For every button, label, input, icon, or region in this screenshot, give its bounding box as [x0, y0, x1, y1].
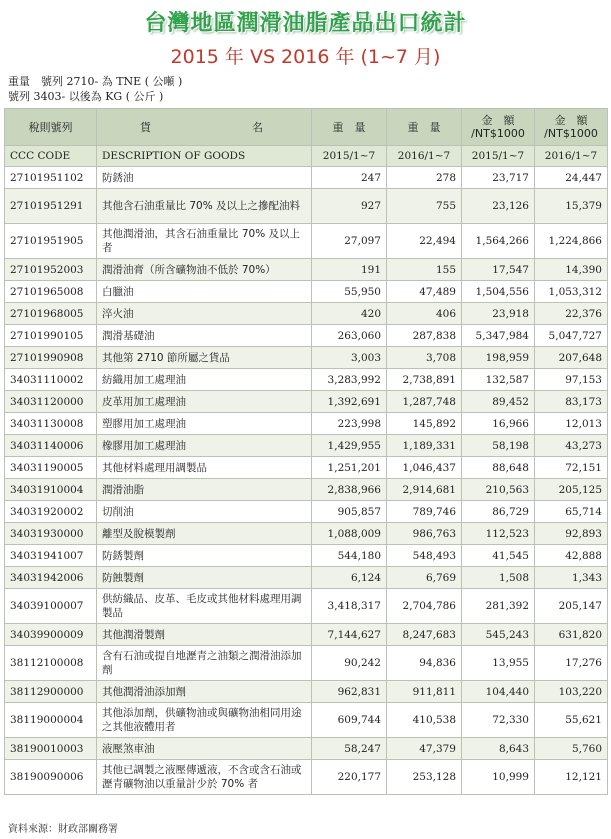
value-2016-cell: 12,013 [535, 413, 608, 435]
value-2015-cell: 112,523 [462, 523, 535, 545]
weight-2015-cell: 58,247 [312, 738, 387, 760]
table-row [5, 624, 608, 646]
weight-2015-cell: 1,251,201 [312, 457, 387, 479]
weight-2015-cell: 1,392,691 [312, 391, 387, 413]
weight-2015-cell: 223,998 [312, 413, 387, 435]
header-weight-2016: 重 量 [387, 109, 462, 146]
subheader-period: 2015/1~7 [462, 146, 535, 167]
weight-2015-cell: 905,857 [312, 501, 387, 523]
weight-2015-cell: 2,838,966 [312, 479, 387, 501]
value-2016-cell: 43,273 [535, 435, 608, 457]
value-2015-cell: 23,717 [462, 167, 535, 189]
weight-2016-cell: 22,494 [387, 224, 462, 259]
weight-2015-cell: 7,144,627 [312, 624, 387, 646]
table-row [5, 738, 608, 760]
description-cell: 淬火油 [97, 303, 312, 325]
ccc-code-cell: 27101990908 [5, 347, 97, 369]
table-row [5, 369, 608, 391]
table-header [5, 109, 608, 167]
weight-2016-cell: 47,489 [387, 281, 462, 303]
weight-2016-cell: 155 [387, 259, 462, 281]
weight-2016-cell: 789,746 [387, 501, 462, 523]
table-row [5, 457, 608, 479]
header-ccc-code: 稅則號列 [5, 109, 97, 146]
ccc-code-cell: 34031110002 [5, 369, 97, 391]
weight-2015-cell: 544,180 [312, 545, 387, 567]
ccc-code-cell: 27101951102 [5, 167, 97, 189]
description-cell: 切削油 [97, 501, 312, 523]
value-2015-cell: 1,564,266 [462, 224, 535, 259]
description-cell: 其他材料處理用調製品 [97, 457, 312, 479]
description-cell: 紡織用加工處理油 [97, 369, 312, 391]
weight-2015-cell: 3,003 [312, 347, 387, 369]
weight-2016-cell: 6,769 [387, 567, 462, 589]
table-row [5, 523, 608, 545]
value-2016-cell: 631,820 [535, 624, 608, 646]
subheader-period: 2015/1~7 [312, 146, 387, 167]
value-2015-cell: 281,392 [462, 589, 535, 624]
value-2015-cell: 132,587 [462, 369, 535, 391]
weight-2016-cell: 1,046,437 [387, 457, 462, 479]
value-2016-cell: 1,053,312 [535, 281, 608, 303]
ccc-code-cell: 34031140006 [5, 435, 97, 457]
value-2015-cell: 10,999 [462, 760, 535, 795]
value-2015-cell: 198,959 [462, 347, 535, 369]
ccc-code-cell: 27101952003 [5, 259, 97, 281]
value-2015-cell: 16,966 [462, 413, 535, 435]
value-2015-cell: 23,126 [462, 189, 535, 224]
description-cell: 塑膠用加工處理油 [97, 413, 312, 435]
weight-2016-cell: 2,914,681 [387, 479, 462, 501]
value-2016-cell: 17,276 [535, 646, 608, 681]
value-2016-cell: 15,379 [535, 189, 608, 224]
weight-2016-cell: 406 [387, 303, 462, 325]
value-2016-cell: 1,224,866 [535, 224, 608, 259]
weight-2015-cell: 55,950 [312, 281, 387, 303]
ccc-code-cell: 34031910004 [5, 479, 97, 501]
value-2015-cell: 13,955 [462, 646, 535, 681]
description-cell: 其他添加劑，供礦物油或與礦物油相同用途之其他液體用者 [97, 703, 312, 738]
description-cell: 潤滑油脂 [97, 479, 312, 501]
weight-2015-cell: 3,418,317 [312, 589, 387, 624]
weight-2016-cell: 755 [387, 189, 462, 224]
table-row [5, 259, 608, 281]
ccc-code-cell: 27101968005 [5, 303, 97, 325]
value-2016-cell: 5,760 [535, 738, 608, 760]
description-cell: 皮革用加工處理油 [97, 391, 312, 413]
table-row [5, 281, 608, 303]
value-2015-cell: 89,452 [462, 391, 535, 413]
ccc-code-cell: 34039100007 [5, 589, 97, 624]
weight-2015-cell: 27,097 [312, 224, 387, 259]
subheader-period: 2016/1~7 [387, 146, 462, 167]
page-title: 台灣地區潤滑油脂產品出口統計 [144, 10, 467, 36]
value-2016-cell: 14,390 [535, 259, 608, 281]
weight-2016-cell: 410,538 [387, 703, 462, 738]
description-cell: 橡膠用加工處理油 [97, 435, 312, 457]
value-2015-cell: 104,440 [462, 681, 535, 703]
description-cell: 其他第 2710 節所屬之貨品 [97, 347, 312, 369]
ccc-code-cell: 34031942006 [5, 567, 97, 589]
value-2015-cell: 17,547 [462, 259, 535, 281]
table-row [5, 567, 608, 589]
weight-2016-cell: 145,892 [387, 413, 462, 435]
weight-2015-cell: 6,124 [312, 567, 387, 589]
weight-2015-cell: 609,744 [312, 703, 387, 738]
header-goods: 貨 名 [97, 109, 312, 146]
value-2015-cell: 545,243 [462, 624, 535, 646]
subheader-ccc-code: CCC CODE [5, 146, 97, 167]
value-2016-cell: 205,147 [535, 589, 608, 624]
ccc-code-cell: 34039900009 [5, 624, 97, 646]
description-cell: 防蝕製劑 [97, 567, 312, 589]
ccc-code-cell: 34031130008 [5, 413, 97, 435]
value-2015-cell: 5,347,984 [462, 325, 535, 347]
ccc-code-cell: 38112900000 [5, 681, 97, 703]
subheader-period: 2016/1~7 [535, 146, 608, 167]
value-2015-cell: 72,330 [462, 703, 535, 738]
table-row [5, 646, 608, 681]
weight-2016-cell: 287,838 [387, 325, 462, 347]
weight-2016-cell: 2,738,891 [387, 369, 462, 391]
value-2015-cell: 41,545 [462, 545, 535, 567]
table-row [5, 479, 608, 501]
value-2016-cell: 24,447 [535, 167, 608, 189]
table-row [5, 501, 608, 523]
value-2016-cell: 205,125 [535, 479, 608, 501]
ccc-code-cell: 34031930000 [5, 523, 97, 545]
value-2016-cell: 92,893 [535, 523, 608, 545]
weight-2016-cell: 2,704,786 [387, 589, 462, 624]
table-row [5, 347, 608, 369]
ccc-code-cell: 27101990105 [5, 325, 97, 347]
table-row [5, 760, 608, 795]
weight-2016-cell: 548,493 [387, 545, 462, 567]
description-cell: 含有石油或提自地瀝青之油類之潤滑油添加劑 [97, 646, 312, 681]
table-row [5, 681, 608, 703]
value-2016-cell: 42,888 [535, 545, 608, 567]
weight-2015-cell: 927 [312, 189, 387, 224]
weight-2016-cell: 1,189,331 [387, 435, 462, 457]
header-value-2015: 金 額 /NT$1000 [462, 109, 535, 146]
weight-2016-cell: 253,128 [387, 760, 462, 795]
description-cell: 離型及脫模製劑 [97, 523, 312, 545]
weight-2015-cell: 90,242 [312, 646, 387, 681]
table-row [5, 413, 608, 435]
unit-notes [8, 74, 182, 104]
weight-2015-cell: 3,283,992 [312, 369, 387, 391]
description-cell: 其他含石油重量比 70% 及以上之摻配油料 [97, 189, 312, 224]
table-body [5, 167, 608, 795]
subheader-row [5, 146, 608, 167]
ccc-code-cell: 27101965008 [5, 281, 97, 303]
description-cell: 其他潤滑製劑 [97, 624, 312, 646]
ccc-code-cell: 38119000004 [5, 703, 97, 738]
value-2016-cell: 72,151 [535, 457, 608, 479]
table-row [5, 545, 608, 567]
weight-2015-cell: 1,429,955 [312, 435, 387, 457]
weight-2015-cell: 420 [312, 303, 387, 325]
table-row [5, 167, 608, 189]
table-row [5, 435, 608, 457]
weight-2015-cell: 247 [312, 167, 387, 189]
value-2016-cell: 12,121 [535, 760, 608, 795]
table-row [5, 325, 608, 347]
weight-2016-cell: 911,811 [387, 681, 462, 703]
description-cell: 防銹製劑 [97, 545, 312, 567]
weight-2015-cell: 962,831 [312, 681, 387, 703]
weight-2016-cell: 278 [387, 167, 462, 189]
table-row [5, 303, 608, 325]
export-statistics-table [4, 108, 608, 795]
weight-2015-cell: 263,060 [312, 325, 387, 347]
weight-2016-cell: 47,379 [387, 738, 462, 760]
value-2016-cell: 1,343 [535, 567, 608, 589]
value-2015-cell: 58,198 [462, 435, 535, 457]
weight-2015-cell: 220,177 [312, 760, 387, 795]
weight-2016-cell: 8,247,683 [387, 624, 462, 646]
description-cell: 供紡織品、皮革、毛皮或其他材料處理用調製品 [97, 589, 312, 624]
value-2016-cell: 5,047,727 [535, 325, 608, 347]
header-row [5, 109, 608, 146]
weight-2015-cell: 191 [312, 259, 387, 281]
header-weight-2015: 重 量 [312, 109, 387, 146]
description-cell: 防銹油 [97, 167, 312, 189]
ccc-code-cell: 27101951291 [5, 189, 97, 224]
weight-2016-cell: 3,708 [387, 347, 462, 369]
ccc-code-cell: 34031920002 [5, 501, 97, 523]
table-row [5, 589, 608, 624]
value-2015-cell: 23,918 [462, 303, 535, 325]
weight-2016-cell: 94,836 [387, 646, 462, 681]
unit-note: 重量 號列 2710- 為 TNE ( 公噸 ) [8, 75, 183, 88]
table-row [5, 391, 608, 413]
ccc-code-cell: 34031941007 [5, 545, 97, 567]
description-cell: 其他潤滑油，其含石油重量比 70% 及以上者 [97, 224, 312, 259]
value-2015-cell: 1,504,556 [462, 281, 535, 303]
description-cell: 其他已調製之液壓傳遞液，不含或含石油或瀝青礦物油以重量計少於 70% 者 [97, 760, 312, 795]
description-cell: 潤滑油膏（所含礦物油不低於 70%） [97, 259, 312, 281]
value-2015-cell: 88,648 [462, 457, 535, 479]
value-2015-cell: 86,729 [462, 501, 535, 523]
export-table-container [4, 108, 607, 795]
ccc-code-cell: 38190010003 [5, 738, 97, 760]
value-2016-cell: 55,621 [535, 703, 608, 738]
ccc-code-cell: 27101951905 [5, 224, 97, 259]
value-2015-cell: 1,508 [462, 567, 535, 589]
weight-2015-cell: 1,088,009 [312, 523, 387, 545]
description-cell: 潤滑基礎油 [97, 325, 312, 347]
unit-note: 號列 3403- 以後為 KG ( 公斤 ) [8, 90, 164, 103]
value-2016-cell: 83,173 [535, 391, 608, 413]
table-row [5, 189, 608, 224]
value-2016-cell: 22,376 [535, 303, 608, 325]
weight-2016-cell: 986,763 [387, 523, 462, 545]
value-2015-cell: 210,563 [462, 479, 535, 501]
ccc-code-cell: 38190090006 [5, 760, 97, 795]
header-value-2016: 金 額 /NT$1000 [535, 109, 608, 146]
value-2015-cell: 8,643 [462, 738, 535, 760]
page-subtitle: 2015 年 VS 2016 年 (1~7 月) [170, 46, 441, 68]
description-cell: 其他潤滑油添加劑 [97, 681, 312, 703]
value-2016-cell: 207,648 [535, 347, 608, 369]
description-cell: 白臘油 [97, 281, 312, 303]
weight-2016-cell: 1,287,748 [387, 391, 462, 413]
ccc-code-cell: 34031190005 [5, 457, 97, 479]
ccc-code-cell: 38112100008 [5, 646, 97, 681]
table-row [5, 224, 608, 259]
ccc-code-cell: 34031120000 [5, 391, 97, 413]
value-2016-cell: 103,220 [535, 681, 608, 703]
table-row [5, 703, 608, 738]
description-cell: 液壓煞車油 [97, 738, 312, 760]
subheader-description: DESCRIPTION OF GOODS [97, 146, 312, 167]
value-2016-cell: 97,153 [535, 369, 608, 391]
data-source-note: 資料來源：財政部關務署 [8, 824, 118, 835]
value-2016-cell: 65,714 [535, 501, 608, 523]
